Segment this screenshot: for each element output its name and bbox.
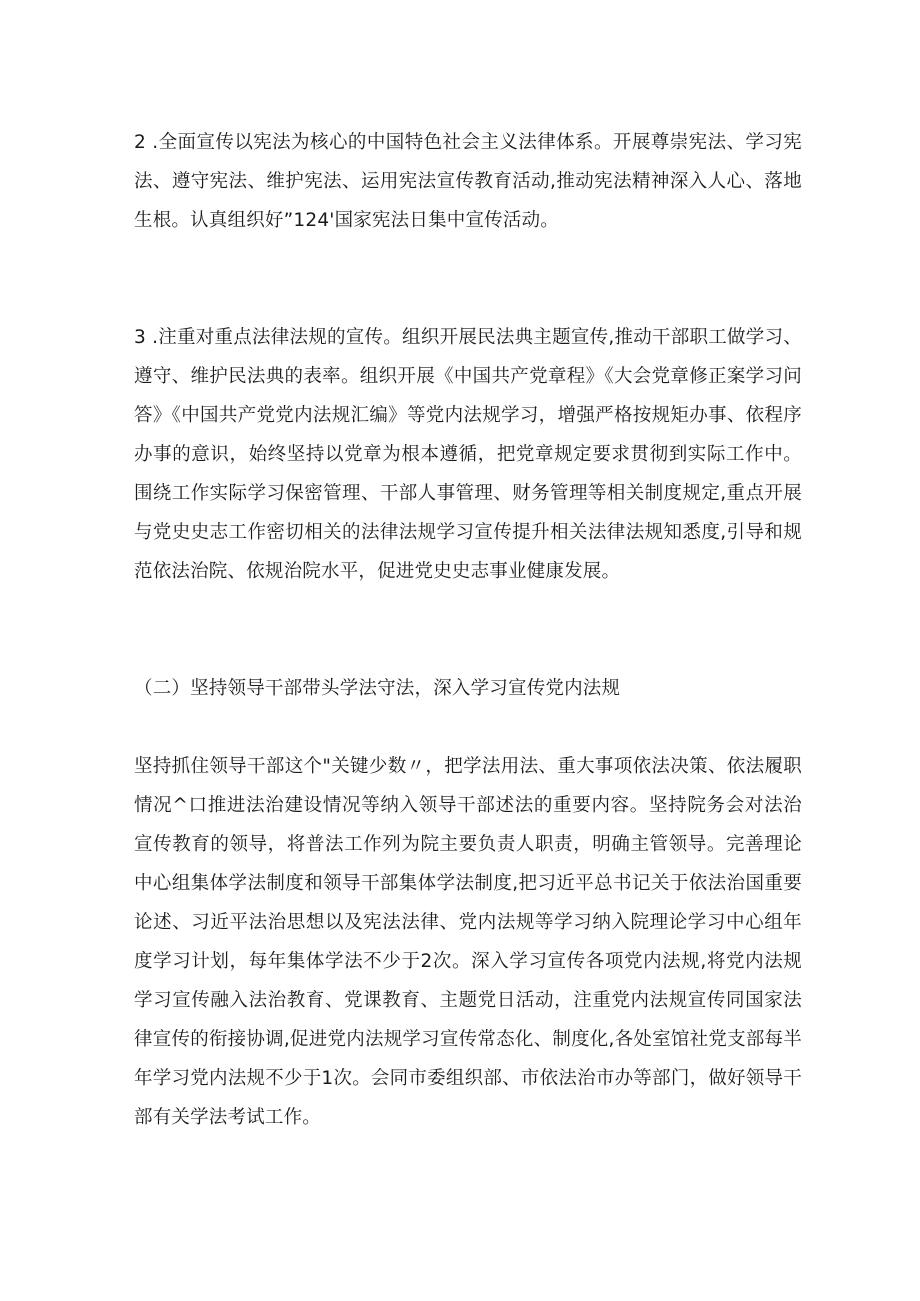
paragraph-body: 坚持抓住领导干部这个"关键少数〃，把学法用法、重大事项依法决策、依法履职情况^口推进法治建设情况等纳入领导干部述法的重要内容。坚持院务会对法治宣传教育的领导，将普法工作列为院主要负责人职责，明确主管领导。完善理论中心组集体学法制度和领导干部集体学法制度,把习近平总书记关于依法治国重要论述、习近平法治思想以及宪法法律、党内法规等学习纳入院理论学习中心组年度学习计划，每年集体学法不少于2次。深入学习宣传各项党内法规,将党内法规学习宣传融入法治教育、党课教育、主题党日活动，注重党内法规宣传同国家法律宣传的衔接协调,促进党内法规学习宣传常态化、制度化,各处室馆社党支部每半年学习党内法规不少于1次。会同市委组织部、市依法治市办等部门，做好领导干部有关学法考试工作。 — [134, 756, 802, 1128]
paragraph-item-2: 2 .全面宣传以宪法为核心的中国特色社会主义法律体系。开展尊崇宪法、学习宪法、遵守宪法、维护宪法、运用宪法宣传教育活动,推动宪法精神深入人心、落地生根。认真组织好”124'国家宪法日集中宣传活动。 — [134, 132, 802, 231]
section-heading: （二）坚持领导干部带头学法守法，深入学习宣传党内法规 — [134, 678, 621, 699]
paragraph-item-3: 3 .注重对重点法律法规的宣传。组织开展民法典主题宣传,推动干部职工做学习、遵守、维护民法典的表率。组织开展《中国共产党章程》《大会党章修正案学习问答》《中国共产党党内法规汇编》等党内法规学习，增强严格按规矩办事、依程序办事的意识，始终坚持以党章为根本遵循，把党章规定要求贯彻到实际工作中。围绕工作实际学习保密管理、干部人事管理、财务管理等相关制度规定,重点开展与党史史志工作密切相关的法律法规学习宣传提升相关法律法规知悉度,引导和规范依法治院、依规治院水平，促进党史史志事业健康发展。 — [134, 327, 802, 582]
